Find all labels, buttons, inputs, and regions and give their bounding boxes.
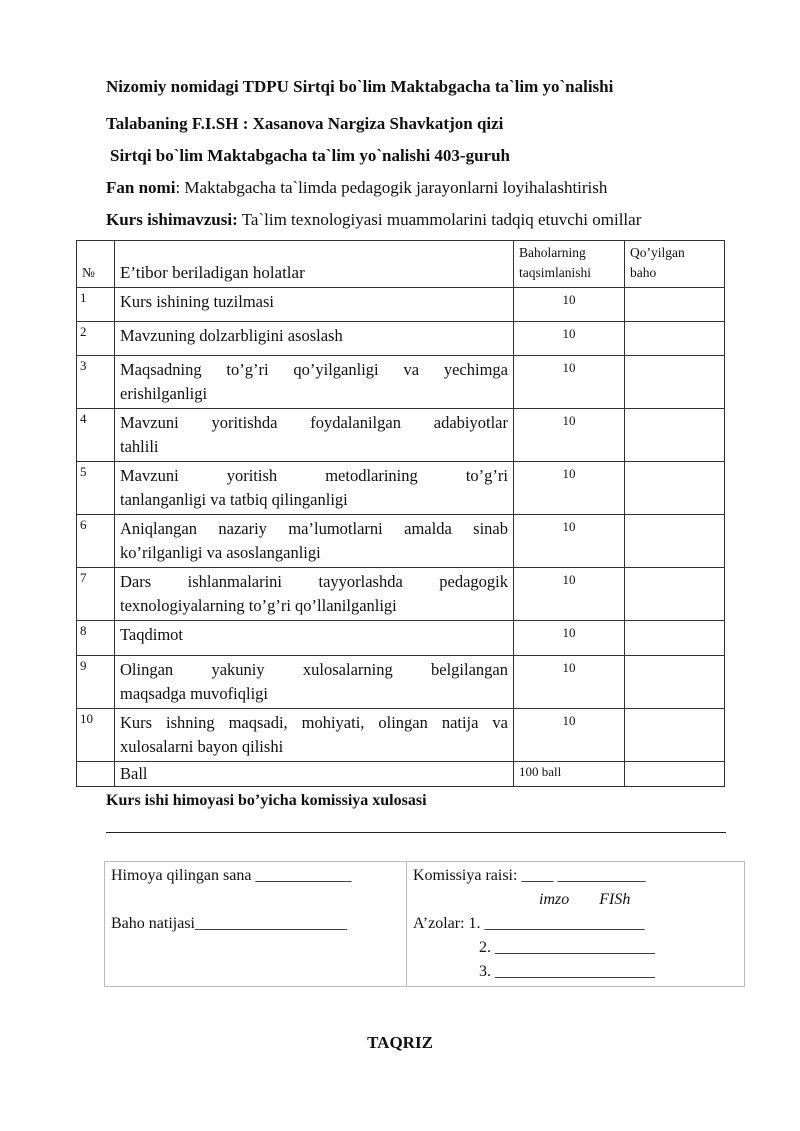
table-row <box>77 356 725 409</box>
table-row <box>77 409 725 462</box>
fullname-caption: FISh <box>599 891 631 908</box>
row-points: 10 <box>514 515 625 568</box>
row-criterion-text-2: ko’rilganligi va asoslanganligi <box>120 543 321 562</box>
row-criterion <box>115 568 514 621</box>
col-grade-header <box>625 241 725 288</box>
grade-result-field[interactable]: Baho natijasi___________________ <box>111 915 347 932</box>
row-number: 8 <box>77 621 115 656</box>
row-criterion-text: Mavzuning dolzarbligini asoslash <box>120 326 343 345</box>
member-1-field[interactable]: A’zolar: 1. ____________________ <box>413 915 645 932</box>
total-number-cell <box>77 762 115 787</box>
col-points-header <box>514 241 625 288</box>
row-criterion-text-2: erishilganligi <box>120 384 208 403</box>
row-number: 5 <box>77 462 115 515</box>
row-criterion-text: Dars ishlanmalarini tayyorlashda pedagogik <box>120 572 508 591</box>
row-number: 1 <box>77 288 115 322</box>
row-points: 10 <box>514 409 625 462</box>
row-number: 6 <box>77 515 115 568</box>
col-points-header-l2: taqsimlanishi <box>519 265 591 280</box>
row-criterion-text-2: maqsadga muvofiqligi <box>120 684 269 703</box>
row-criterion-text: Aniqlangan nazariy ma’lumotlarni amalda sinab <box>120 519 508 538</box>
row-grade-cell[interactable] <box>625 568 725 621</box>
row-points: 10 <box>514 568 625 621</box>
table-row <box>77 656 725 709</box>
total-label: Ball <box>115 762 514 787</box>
row-criterion <box>115 656 514 709</box>
row-number: 4 <box>77 409 115 462</box>
row-number: 9 <box>77 656 115 709</box>
col-grade-header-l1: Qo’yilgan <box>630 245 685 260</box>
member-2-field[interactable]: 2. ____________________ <box>479 939 655 956</box>
row-grade-cell[interactable] <box>625 656 725 709</box>
commission-heading: Kurs ishi himoyasi bo’yicha komissiya xulosasi <box>106 792 427 809</box>
row-criterion-text-2: xulosalarni bayon qilishi <box>120 737 284 756</box>
table-row <box>77 709 725 762</box>
col-item-header: E’tibor beriladigan holatlar <box>115 241 514 288</box>
signature-caption: imzo <box>539 891 570 908</box>
row-criterion-text: Olingan yakuniy xulosalarning belgilangan <box>120 660 508 679</box>
university-line: Nizomiy nomidagi TDPU Sirtqi bo`lim Maktabgacha ta`lim yo`nalishi <box>106 77 614 96</box>
topic-line <box>106 210 641 230</box>
table-header-row <box>77 241 725 288</box>
row-points: 10 <box>514 709 625 762</box>
col-points-header-l1: Baholarning <box>519 245 586 260</box>
row-grade-cell[interactable] <box>625 356 725 409</box>
row-number: 7 <box>77 568 115 621</box>
row-criterion <box>115 288 514 322</box>
row-criterion-text-2: tanlanganligi va tatbiq qilinganligi <box>120 490 348 509</box>
col-num-header: № <box>77 241 115 288</box>
student-name-line: Talabaning F.I.SH : Xasanova Nargiza Shavkatjon qizi <box>106 114 504 133</box>
row-points: 10 <box>514 462 625 515</box>
commission-members-cell <box>407 862 745 987</box>
topic-label: Kurs ishimavzusi: <box>106 210 238 229</box>
row-criterion <box>115 356 514 409</box>
signature-captions <box>413 888 738 912</box>
commission-table <box>104 861 745 987</box>
row-grade-cell[interactable] <box>625 322 725 356</box>
subject-value: : Maktabgacha ta`limda pedagogik jarayonlarni loyihalashtirish <box>175 178 608 197</box>
table-row <box>77 621 725 656</box>
row-grade-cell[interactable] <box>625 709 725 762</box>
row-points: 10 <box>514 356 625 409</box>
row-criterion <box>115 462 514 515</box>
row-points: 10 <box>514 656 625 709</box>
row-criterion-text: Kurs ishning maqsadi, mohiyati, olingan natija va <box>120 713 508 732</box>
row-grade-cell[interactable] <box>625 462 725 515</box>
row-grade-cell[interactable] <box>625 288 725 322</box>
row-criterion-text: Taqdimot <box>120 625 184 644</box>
row-criterion <box>115 621 514 656</box>
row-criterion-text: Mavzuni yoritish metodlarining to’g’ri <box>120 466 508 485</box>
conclusion-line[interactable] <box>106 832 726 833</box>
row-grade-cell[interactable] <box>625 621 725 656</box>
defense-info-cell <box>105 862 407 987</box>
table-row <box>77 288 725 322</box>
row-criterion-text-2: texnologiyalarning to’g’ri qo’llanilganligi <box>120 596 397 615</box>
row-points: 10 <box>514 322 625 356</box>
row-grade-cell[interactable] <box>625 515 725 568</box>
row-criterion-text: Maqsadning to’g’ri qo’yilganligi va yechimga <box>120 360 508 379</box>
subject-line <box>106 178 607 198</box>
row-number: 10 <box>77 709 115 762</box>
table-total-row <box>77 762 725 787</box>
row-grade-cell[interactable] <box>625 409 725 462</box>
row-criterion <box>115 322 514 356</box>
defense-date-field[interactable]: Himoya qilingan sana ____________ <box>111 867 352 884</box>
row-criterion-text: Kurs ishining tuzilmasi <box>120 292 274 311</box>
row-criterion-text-2: tahlili <box>120 437 159 456</box>
row-criterion <box>115 515 514 568</box>
chairman-field[interactable]: Komissiya raisi: ____ ___________ <box>413 867 646 884</box>
table-row <box>77 568 725 621</box>
review-title: TAQRIZ <box>367 1033 433 1052</box>
row-points: 10 <box>514 288 625 322</box>
group-line: Sirtqi bo`lim Maktabgacha ta`lim yo`nalishi 403-guruh <box>110 146 511 165</box>
row-criterion <box>115 409 514 462</box>
table-row <box>77 515 725 568</box>
row-criterion-text: Mavzuni yoritishda foydalanilgan adabiyotlar <box>120 413 508 432</box>
row-points: 10 <box>514 621 625 656</box>
topic-value: Ta`lim texnologiyasi muammolarini tadqiq etuvchi omillar <box>237 210 642 229</box>
row-number: 3 <box>77 356 115 409</box>
row-number: 2 <box>77 322 115 356</box>
member-3-field[interactable]: 3. ____________________ <box>479 963 655 980</box>
table-row <box>77 322 725 356</box>
table-row <box>77 462 725 515</box>
subject-label: Fan nomi <box>106 178 176 197</box>
total-grade-cell[interactable] <box>625 762 725 787</box>
total-value: 100 ball <box>514 762 625 787</box>
col-grade-header-l2: baho <box>630 265 657 280</box>
grading-table <box>76 240 725 787</box>
row-criterion <box>115 709 514 762</box>
